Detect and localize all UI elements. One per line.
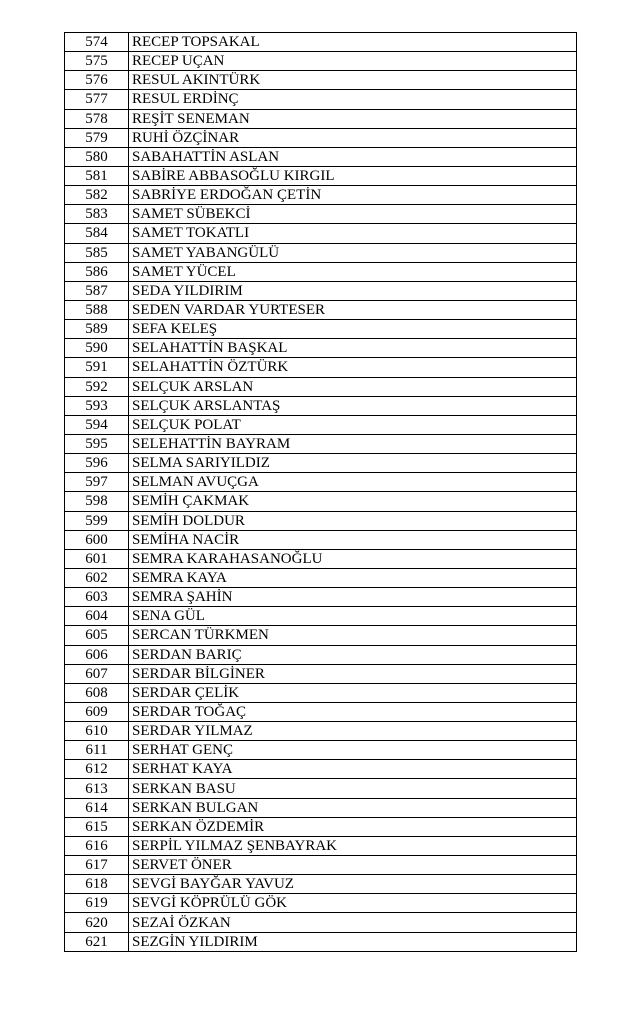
row-number: 575 bbox=[65, 52, 129, 71]
table-row bbox=[65, 645, 577, 664]
table-row bbox=[65, 702, 577, 721]
person-name: SERDAN BARIÇ bbox=[129, 645, 577, 664]
person-name: SEMİH ÇAKMAK bbox=[129, 492, 577, 511]
person-name: SELÇUK POLAT bbox=[129, 415, 577, 434]
table-row bbox=[65, 186, 577, 205]
person-name: SAMET SÜBEKCİ bbox=[129, 205, 577, 224]
person-name: REŞİT SENEMAN bbox=[129, 109, 577, 128]
table-row bbox=[65, 128, 577, 147]
row-number: 620 bbox=[65, 913, 129, 932]
person-name: SAMET TOKATLI bbox=[129, 224, 577, 243]
row-number: 616 bbox=[65, 836, 129, 855]
row-number: 587 bbox=[65, 281, 129, 300]
person-name: RECEP TOPSAKAL bbox=[129, 33, 577, 52]
row-number: 606 bbox=[65, 645, 129, 664]
table-row bbox=[65, 511, 577, 530]
table-row bbox=[65, 875, 577, 894]
person-name: SEVGİ BAYĞAR YAVUZ bbox=[129, 875, 577, 894]
person-name: SERKAN BULGAN bbox=[129, 798, 577, 817]
table-row bbox=[65, 664, 577, 683]
row-number: 602 bbox=[65, 568, 129, 587]
person-name: SAMET YÜCEL bbox=[129, 262, 577, 281]
table-row bbox=[65, 224, 577, 243]
row-number: 598 bbox=[65, 492, 129, 511]
row-number: 612 bbox=[65, 760, 129, 779]
table-row bbox=[65, 166, 577, 185]
table-row bbox=[65, 434, 577, 453]
table-row bbox=[65, 836, 577, 855]
row-number: 578 bbox=[65, 109, 129, 128]
table-row bbox=[65, 856, 577, 875]
table-row bbox=[65, 817, 577, 836]
table-row bbox=[65, 71, 577, 90]
table-row bbox=[65, 454, 577, 473]
row-number: 613 bbox=[65, 779, 129, 798]
table-row bbox=[65, 722, 577, 741]
person-name: RECEP UÇAN bbox=[129, 52, 577, 71]
row-number: 584 bbox=[65, 224, 129, 243]
table-row bbox=[65, 90, 577, 109]
table-row bbox=[65, 358, 577, 377]
person-name: SERDAR TOĞAÇ bbox=[129, 702, 577, 721]
person-name: SERVET ÖNER bbox=[129, 856, 577, 875]
person-name: SEVGİ KÖPRÜLÜ GÖK bbox=[129, 894, 577, 913]
row-number: 618 bbox=[65, 875, 129, 894]
row-number: 599 bbox=[65, 511, 129, 530]
person-name: SEMRA KARAHASANOĞLU bbox=[129, 549, 577, 568]
person-name: SAMET YABANGÜLÜ bbox=[129, 243, 577, 262]
person-name: SABİRE ABBASOĞLU KIRGIL bbox=[129, 166, 577, 185]
person-name: SEDEN VARDAR YURTESER bbox=[129, 300, 577, 319]
person-name: SEZAİ ÖZKAN bbox=[129, 913, 577, 932]
row-number: 591 bbox=[65, 358, 129, 377]
person-name: SEZGİN YILDIRIM bbox=[129, 932, 577, 951]
person-name: SERCAN TÜRKMEN bbox=[129, 626, 577, 645]
person-name: SELMA SARIYILDIZ bbox=[129, 454, 577, 473]
person-name: SELÇUK ARSLANTAŞ bbox=[129, 396, 577, 415]
table-row bbox=[65, 530, 577, 549]
row-number: 619 bbox=[65, 894, 129, 913]
person-name: SELAHATTİN ÖZTÜRK bbox=[129, 358, 577, 377]
row-number: 608 bbox=[65, 683, 129, 702]
person-name: SERKAN BASU bbox=[129, 779, 577, 798]
table-row bbox=[65, 588, 577, 607]
table-row bbox=[65, 683, 577, 702]
person-name: SERHAT GENÇ bbox=[129, 741, 577, 760]
table-row bbox=[65, 549, 577, 568]
row-number: 577 bbox=[65, 90, 129, 109]
row-number: 600 bbox=[65, 530, 129, 549]
row-number: 609 bbox=[65, 702, 129, 721]
row-number: 590 bbox=[65, 339, 129, 358]
row-number: 586 bbox=[65, 262, 129, 281]
person-name: SEFA KELEŞ bbox=[129, 320, 577, 339]
person-name: SELÇUK ARSLAN bbox=[129, 377, 577, 396]
table-row bbox=[65, 320, 577, 339]
table-row bbox=[65, 281, 577, 300]
table-row bbox=[65, 300, 577, 319]
person-name: SEDA YILDIRIM bbox=[129, 281, 577, 300]
row-number: 582 bbox=[65, 186, 129, 205]
person-name: SABRİYE ERDOĞAN ÇETİN bbox=[129, 186, 577, 205]
row-number: 581 bbox=[65, 166, 129, 185]
row-number: 594 bbox=[65, 415, 129, 434]
row-number: 579 bbox=[65, 128, 129, 147]
person-name: SEMRA KAYA bbox=[129, 568, 577, 587]
person-name: SENA GÜL bbox=[129, 607, 577, 626]
table-row bbox=[65, 33, 577, 52]
table-row bbox=[65, 339, 577, 358]
table-row bbox=[65, 626, 577, 645]
table-row bbox=[65, 607, 577, 626]
row-number: 615 bbox=[65, 817, 129, 836]
person-name: SERPİL YILMAZ ŞENBAYRAK bbox=[129, 836, 577, 855]
row-number: 610 bbox=[65, 722, 129, 741]
table-row bbox=[65, 492, 577, 511]
person-name: SERHAT KAYA bbox=[129, 760, 577, 779]
table-row bbox=[65, 396, 577, 415]
row-number: 592 bbox=[65, 377, 129, 396]
row-number: 604 bbox=[65, 607, 129, 626]
person-name: SEMİHA NACİR bbox=[129, 530, 577, 549]
table-row bbox=[65, 109, 577, 128]
table-row bbox=[65, 262, 577, 281]
row-number: 596 bbox=[65, 454, 129, 473]
row-number: 614 bbox=[65, 798, 129, 817]
table-row bbox=[65, 473, 577, 492]
row-number: 585 bbox=[65, 243, 129, 262]
table-row bbox=[65, 932, 577, 951]
person-name: SERDAR ÇELİK bbox=[129, 683, 577, 702]
row-number: 593 bbox=[65, 396, 129, 415]
row-number: 605 bbox=[65, 626, 129, 645]
person-name: SERDAR BİLGİNER bbox=[129, 664, 577, 683]
person-name: RESUL ERDİNÇ bbox=[129, 90, 577, 109]
table-row bbox=[65, 798, 577, 817]
person-name: RUHİ ÖZÇİNAR bbox=[129, 128, 577, 147]
row-number: 621 bbox=[65, 932, 129, 951]
row-number: 607 bbox=[65, 664, 129, 683]
row-number: 588 bbox=[65, 300, 129, 319]
row-number: 589 bbox=[65, 320, 129, 339]
person-name: SEMİH DOLDUR bbox=[129, 511, 577, 530]
row-number: 595 bbox=[65, 434, 129, 453]
table-row bbox=[65, 760, 577, 779]
person-name: SABAHATTİN ASLAN bbox=[129, 147, 577, 166]
person-name: RESUL AKINTÜRK bbox=[129, 71, 577, 90]
row-number: 597 bbox=[65, 473, 129, 492]
person-name: SERKAN ÖZDEMİR bbox=[129, 817, 577, 836]
row-number: 583 bbox=[65, 205, 129, 224]
table-row bbox=[65, 568, 577, 587]
row-number: 603 bbox=[65, 588, 129, 607]
person-name: SELEHATTİN BAYRAM bbox=[129, 434, 577, 453]
row-number: 580 bbox=[65, 147, 129, 166]
table-row bbox=[65, 147, 577, 166]
row-number: 576 bbox=[65, 71, 129, 90]
person-name: SERDAR YILMAZ bbox=[129, 722, 577, 741]
table-row bbox=[65, 205, 577, 224]
person-name: SELMAN AVUÇGA bbox=[129, 473, 577, 492]
name-list-table bbox=[64, 32, 577, 952]
row-number: 574 bbox=[65, 33, 129, 52]
person-name: SEMRA ŞAHİN bbox=[129, 588, 577, 607]
name-list-body bbox=[65, 33, 577, 952]
person-name: SELAHATTİN BAŞKAL bbox=[129, 339, 577, 358]
table-row bbox=[65, 894, 577, 913]
table-row bbox=[65, 52, 577, 71]
row-number: 601 bbox=[65, 549, 129, 568]
table-row bbox=[65, 741, 577, 760]
row-number: 617 bbox=[65, 856, 129, 875]
table-row bbox=[65, 377, 577, 396]
table-row bbox=[65, 779, 577, 798]
row-number: 611 bbox=[65, 741, 129, 760]
table-row bbox=[65, 415, 577, 434]
table-row bbox=[65, 913, 577, 932]
table-row bbox=[65, 243, 577, 262]
